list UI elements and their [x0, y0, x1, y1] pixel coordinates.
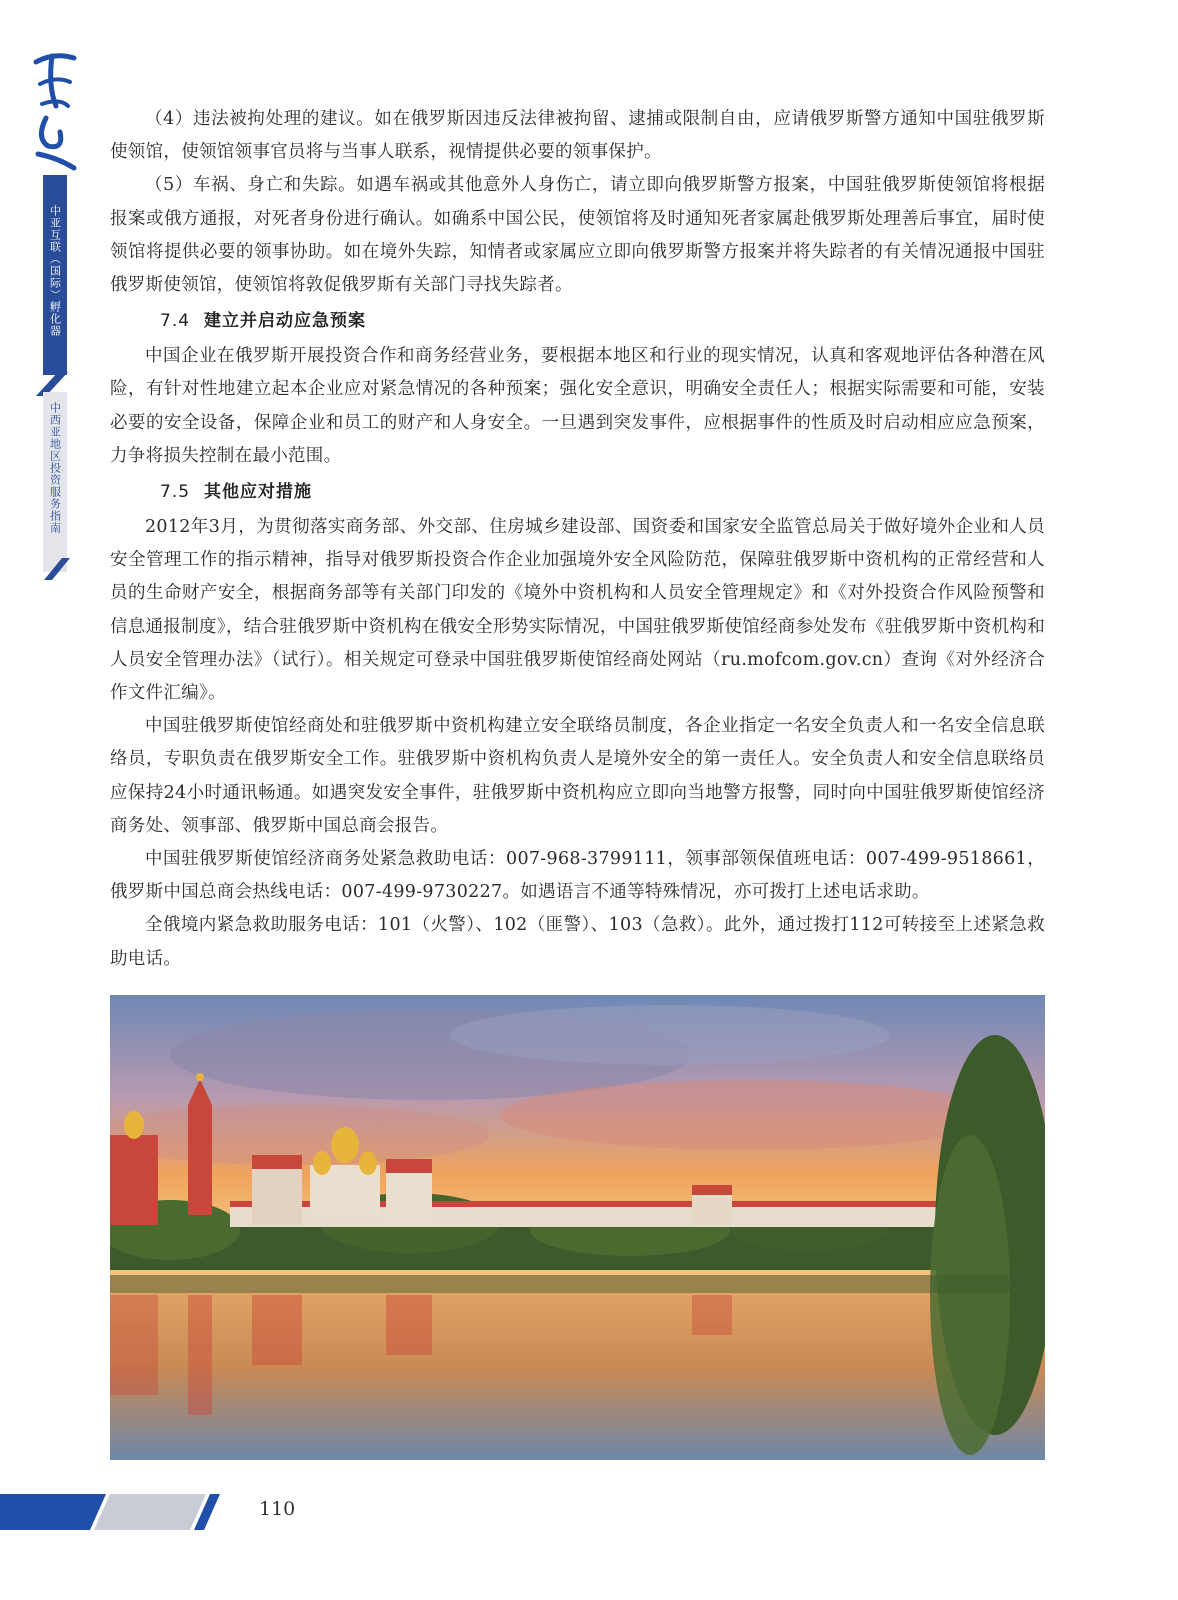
page-body: [110, 103, 1045, 976]
paragraph-hotlines: 中国驻俄罗斯使馆经济商务处紧急救助电话：007-968-3799111，领事部领保值班电话：007-499-9518661，俄罗斯中国总商会热线电话：007-499-9730227。如遇语言不通等特殊情况，亦可拨打上述电话求助。: [110, 849, 1045, 903]
section-heading-7-4: [110, 302, 1045, 340]
yidaiyilu-logo-icon: [30, 46, 78, 174]
paragraph-emergency-numbers: 全俄境内紧急救助服务电话：101（火警）、102（匪警）、103（急救）。此外，通过拨打112可转接至上述紧急救助电话。: [110, 915, 1045, 969]
section-number: 7.4: [160, 311, 191, 332]
guide-title: 中西亚地区投资服务指南: [48, 402, 62, 534]
paragraph-safety-liaison: 中国驻俄罗斯使馆经商处和驻俄罗斯中资机构建立安全联络员制度，各企业指定一名安全负责人和一名安全信息联络员，专职负责在俄罗斯安全工作。驻俄罗斯中资机构负责人是境外安全的第一责任人。安全负责人和安全信息联络员应保持24小时通讯畅通。如遇突发安全事件，驻俄罗斯中资机构应立即向当地警方报警，同时向中国驻俄罗斯使馆经济商务处、领事部、俄罗斯中国总商会报告。: [110, 716, 1045, 836]
guide-title-band: [43, 392, 67, 572]
section-number: 7.5: [160, 482, 191, 503]
series-label-band: [43, 175, 67, 375]
footer-decorative-bars: [0, 1492, 230, 1532]
paragraph-emergency-plan: 中国企业在俄罗斯开展投资合作和商务经营业务，要根据本地区和行业的现实情况，认真和客观地评估各种潜在风险，有针对性地建立起本企业应对紧急情况的各种预案；强化安全意识，明确安全责任人；根据实际需要和可能，安装必要的安全设备，保障企业和员工的财产和人身安全。一旦遇到突发事件，应根据事件的性质及时启动相应应急预案，力争将损失控制在最小范围。: [110, 346, 1045, 466]
paragraph-safety-regulations: 2012年3月，为贯彻落实商务部、外交部、住房城乡建设部、国资委和国家安全监管总局关于做好境外企业和人员安全管理工作的指示精神，指导对俄罗斯投资合作企业加强境外安全风险防范，保障驻俄罗斯中资机构的正常经营和人员的生命财产安全，根据商务部等有关部门印发的《境外中资机构和人员安全管理规定》和《对外投资合作风险预警和信息通报制度》，结合驻俄罗斯中资机构在俄安全形势实际情况，中国驻俄罗斯使馆经商参处发布《驻俄罗斯中资机构和人员安全管理办法》（试行）。相关规定可登录中国驻俄罗斯使馆经商处网站（ru.mofcom.gov.cn）查询《对外经济合作文件汇编》。: [110, 517, 1045, 704]
paragraph-arrest-advice: （4）违法被拘处理的建议。如在俄罗斯因违反法律被拘留、逮捕或限制自由，应请俄罗斯警方通知中国驻俄罗斯使领馆，使领馆领事官员将与当事人联系，视情提供必要的领事保护。: [110, 109, 1045, 163]
paragraph-accident-advice: （5）车祸、身亡和失踪。如遇车祸或其他意外人身伤亡，请立即向俄罗斯警方报案，中国驻俄罗斯使领馆将根据报案或俄方通报，对死者身份进行确认。如确系中国公民，使领馆将及时通知死者家属赴俄罗斯处理善后事宜，届时使领馆将提供必要的领事协助。如在境外失踪，知情者或家属应立即向俄罗斯警方报案并将失踪者的有关情况通报中国驻俄罗斯使领馆，使领馆将敦促俄罗斯有关部门寻找失踪者。: [110, 175, 1045, 296]
band-end-stripe: [44, 556, 72, 580]
section-heading-7-5: [110, 473, 1045, 511]
series-label: 中亚互联（国际）孵化器: [48, 205, 62, 337]
page-number: 110: [259, 1498, 296, 1520]
sunset-monastery-photo: [110, 995, 1045, 1460]
section-title: 建立并启动应急预案: [204, 311, 367, 332]
section-title: 其他应对措施: [204, 482, 313, 503]
